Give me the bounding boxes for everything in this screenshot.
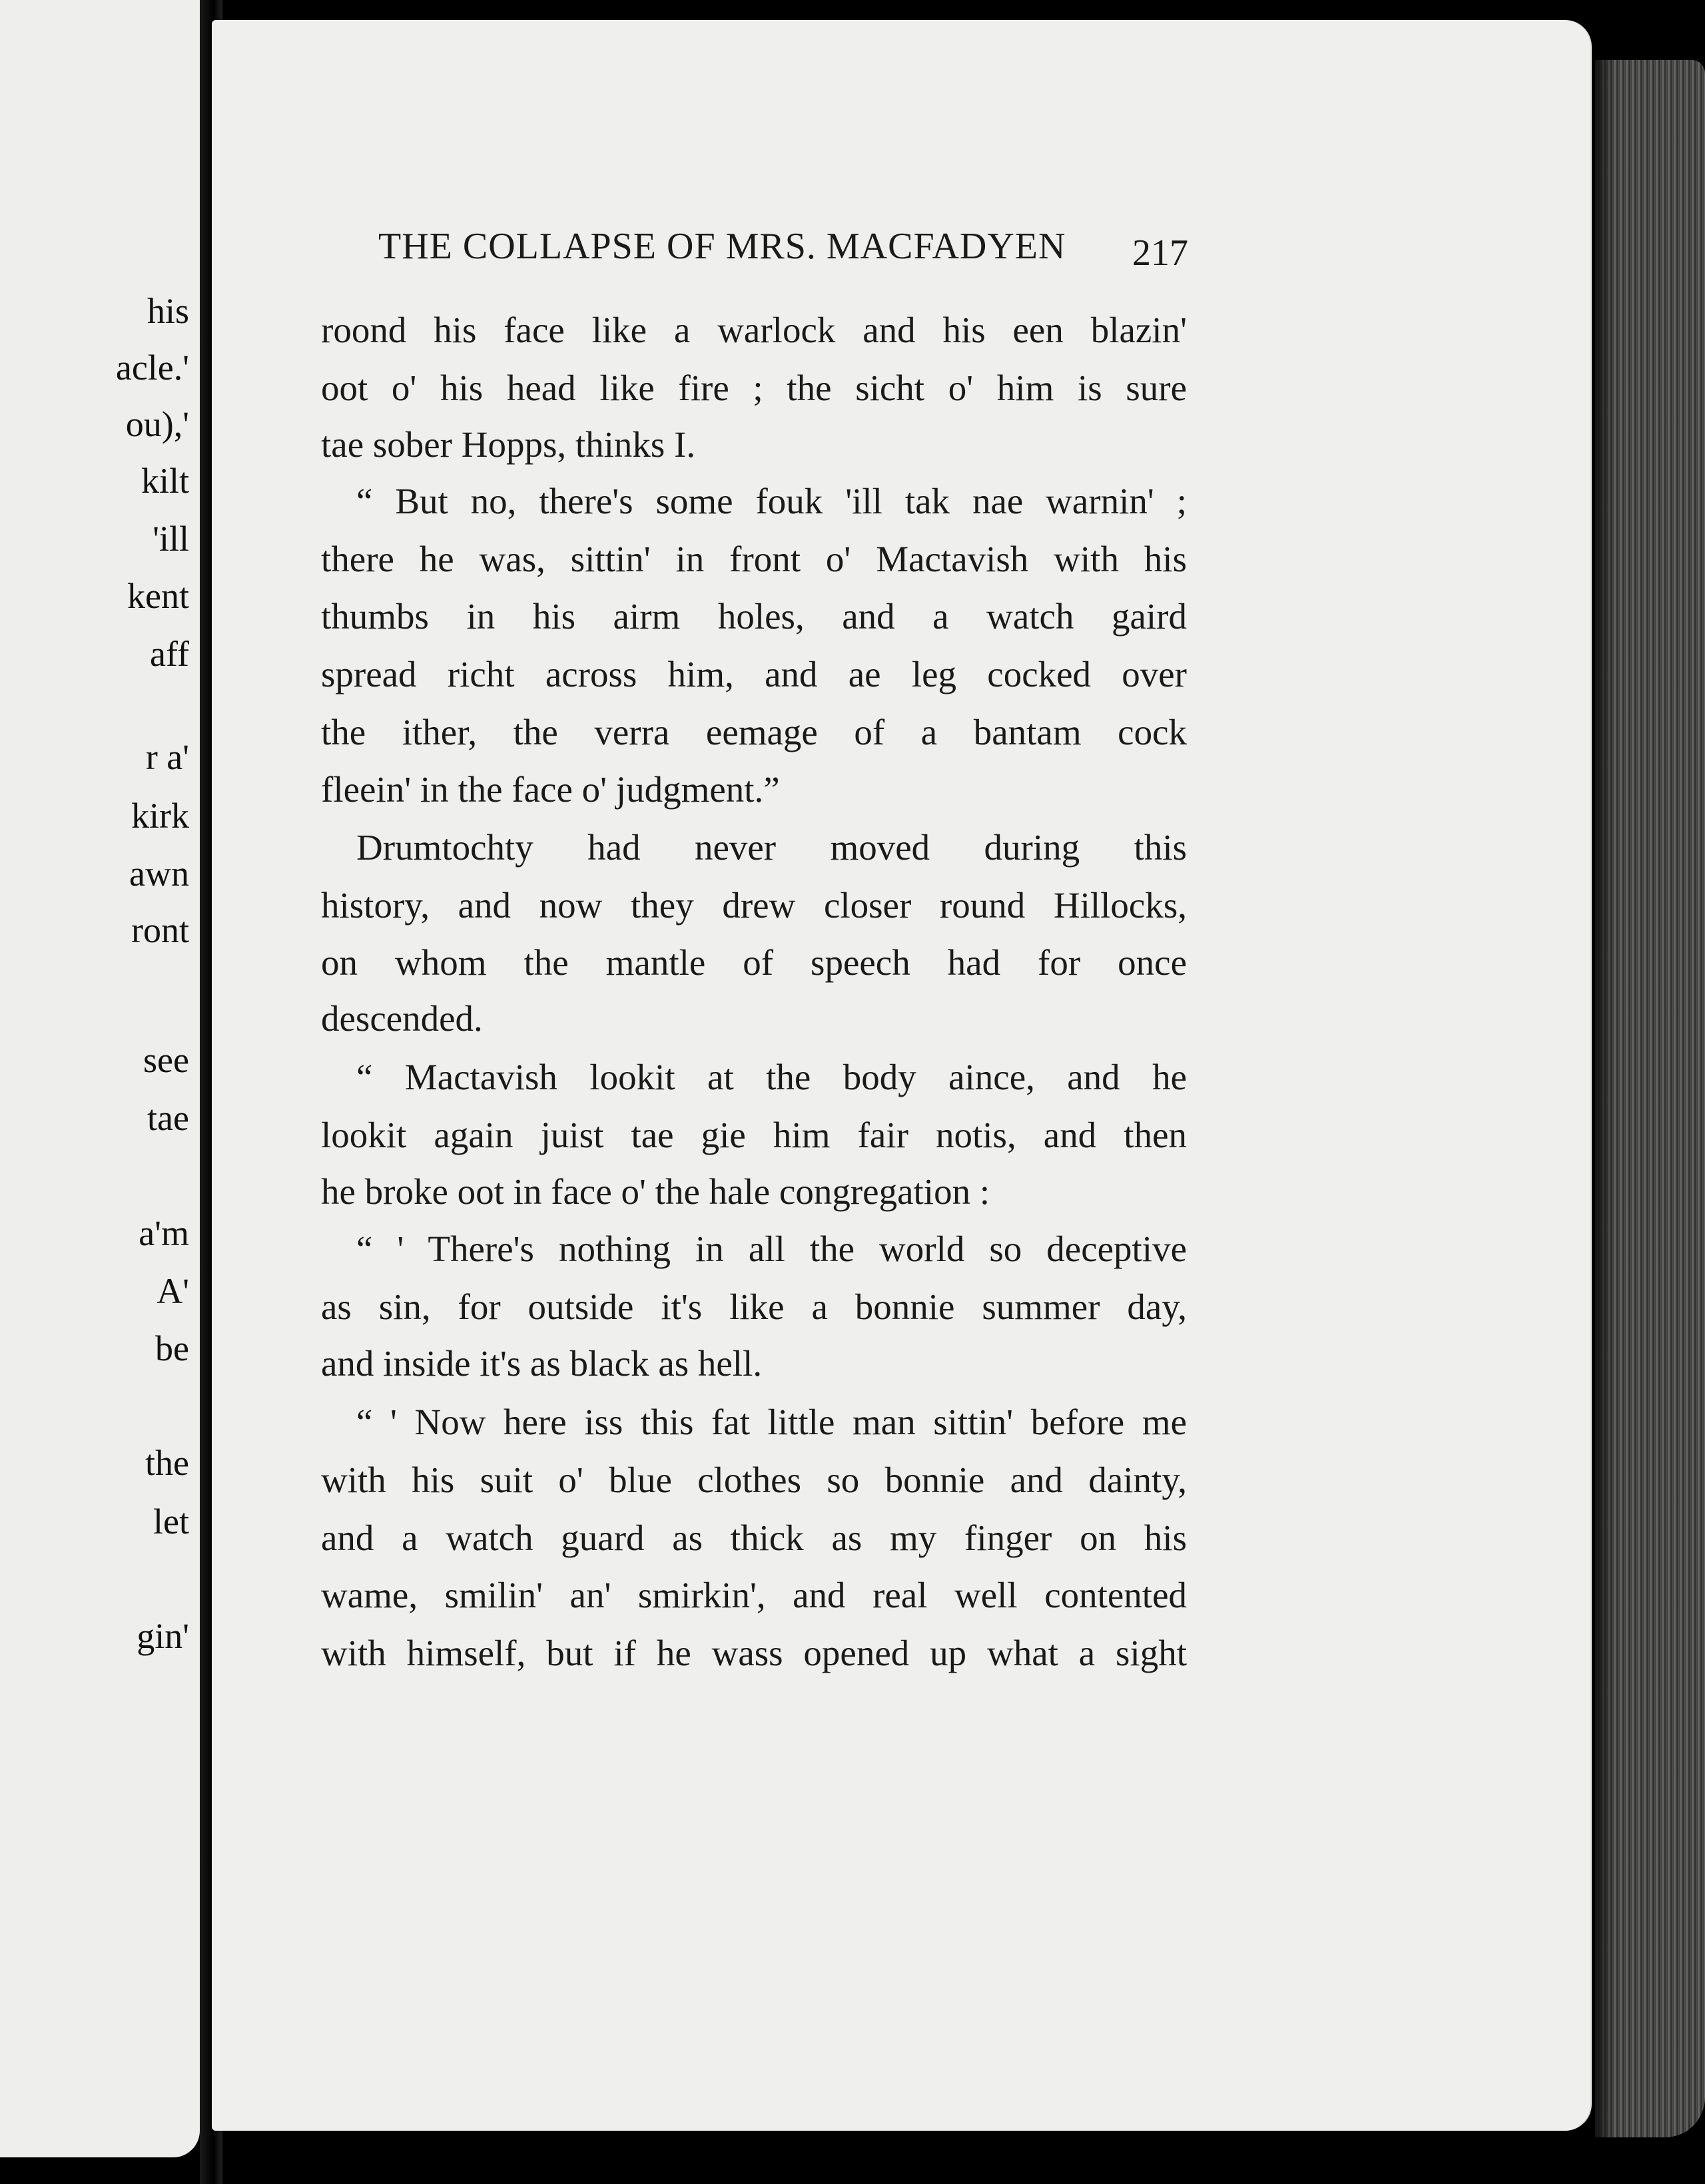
text-line: thumbs in his airm holes, and a watch gaird bbox=[321, 596, 1187, 637]
left-fragment: kent bbox=[127, 576, 189, 616]
text-line: descended. bbox=[321, 998, 483, 1039]
text-line: he broke oot in face o' the hale congregation : bbox=[321, 1171, 990, 1212]
text-line: spread richt across him, and ae leg cocked over bbox=[321, 654, 1187, 694]
left-fragment: tae bbox=[147, 1098, 189, 1138]
left-fragment: awn bbox=[129, 854, 189, 894]
page-number: 217 bbox=[1132, 232, 1188, 274]
left-fragment: kilt bbox=[141, 461, 189, 501]
left-fragment: ou),' bbox=[125, 404, 189, 444]
left-fragment: r a' bbox=[145, 737, 189, 777]
left-fragment: acle.' bbox=[115, 348, 189, 388]
text-line: lookit again juist tae gie him fair notis, and then bbox=[321, 1115, 1187, 1155]
text-line: and a watch guard as thick as my finger on his bbox=[321, 1517, 1187, 1558]
text-line: on whom the mantle of speech had for once bbox=[321, 942, 1187, 983]
text-line: Drumtochty had never moved during this bbox=[356, 827, 1187, 868]
stacked-page-edges bbox=[1595, 60, 1705, 2137]
left-fragment: his bbox=[147, 291, 189, 331]
left-fragment: be bbox=[155, 1328, 189, 1368]
text-line: with his suit o' blue clothes so bonnie and dainty, bbox=[321, 1460, 1187, 1500]
text-line: fleein' in the face o' judgment.” bbox=[321, 769, 780, 810]
left-fragment: a'm bbox=[139, 1213, 189, 1253]
left-fragment: aff bbox=[150, 634, 189, 674]
left-fragment: the bbox=[145, 1443, 189, 1483]
text-line: roond his face like a warlock and his een blazin' bbox=[321, 310, 1187, 350]
left-fragment: gin' bbox=[137, 1616, 189, 1656]
text-line: with himself, but if he wass opened up what a sight bbox=[321, 1633, 1187, 1673]
left-fragment: kirk bbox=[131, 796, 189, 836]
left-fragment: A' bbox=[157, 1271, 189, 1311]
text-line: and inside it's as black as hell. bbox=[321, 1343, 763, 1384]
text-line: as sin, for outside it's like a bonnie summer day, bbox=[321, 1286, 1187, 1327]
left-fragment: let bbox=[153, 1502, 189, 1541]
text-line: there he was, sittin' in front o' Mactavish with his bbox=[321, 539, 1187, 579]
left-fragment: see bbox=[143, 1040, 189, 1080]
left-fragment: 'ill bbox=[153, 519, 189, 559]
left-fragment: ront bbox=[131, 910, 189, 950]
text-line: wame, smilin' an' smirkin', and real well contented bbox=[321, 1575, 1187, 1615]
text-line: tae sober Hopps, thinks I. bbox=[321, 424, 696, 465]
running-head: THE COLLAPSE OF MRS. MACFADYEN bbox=[378, 226, 1066, 267]
text-line: “ But no, there's some fouk 'ill tak nae warnin' ; bbox=[356, 481, 1187, 521]
facing-page-left bbox=[0, 0, 200, 2157]
text-line: “ ' There's nothing in all the world so deceptive bbox=[356, 1228, 1187, 1269]
text-line: history, and now they drew closer round Hillocks, bbox=[321, 885, 1187, 926]
text-line: “ ' Now here iss this fat little man sittin' before me bbox=[356, 1402, 1187, 1442]
text-line: the ither, the verra eemage of a bantam cock bbox=[321, 712, 1187, 752]
text-line: “ Mactavish lookit at the body aince, and he bbox=[356, 1057, 1187, 1097]
text-line: oot o' his head like fire ; the sicht o' him is sure bbox=[321, 368, 1187, 408]
